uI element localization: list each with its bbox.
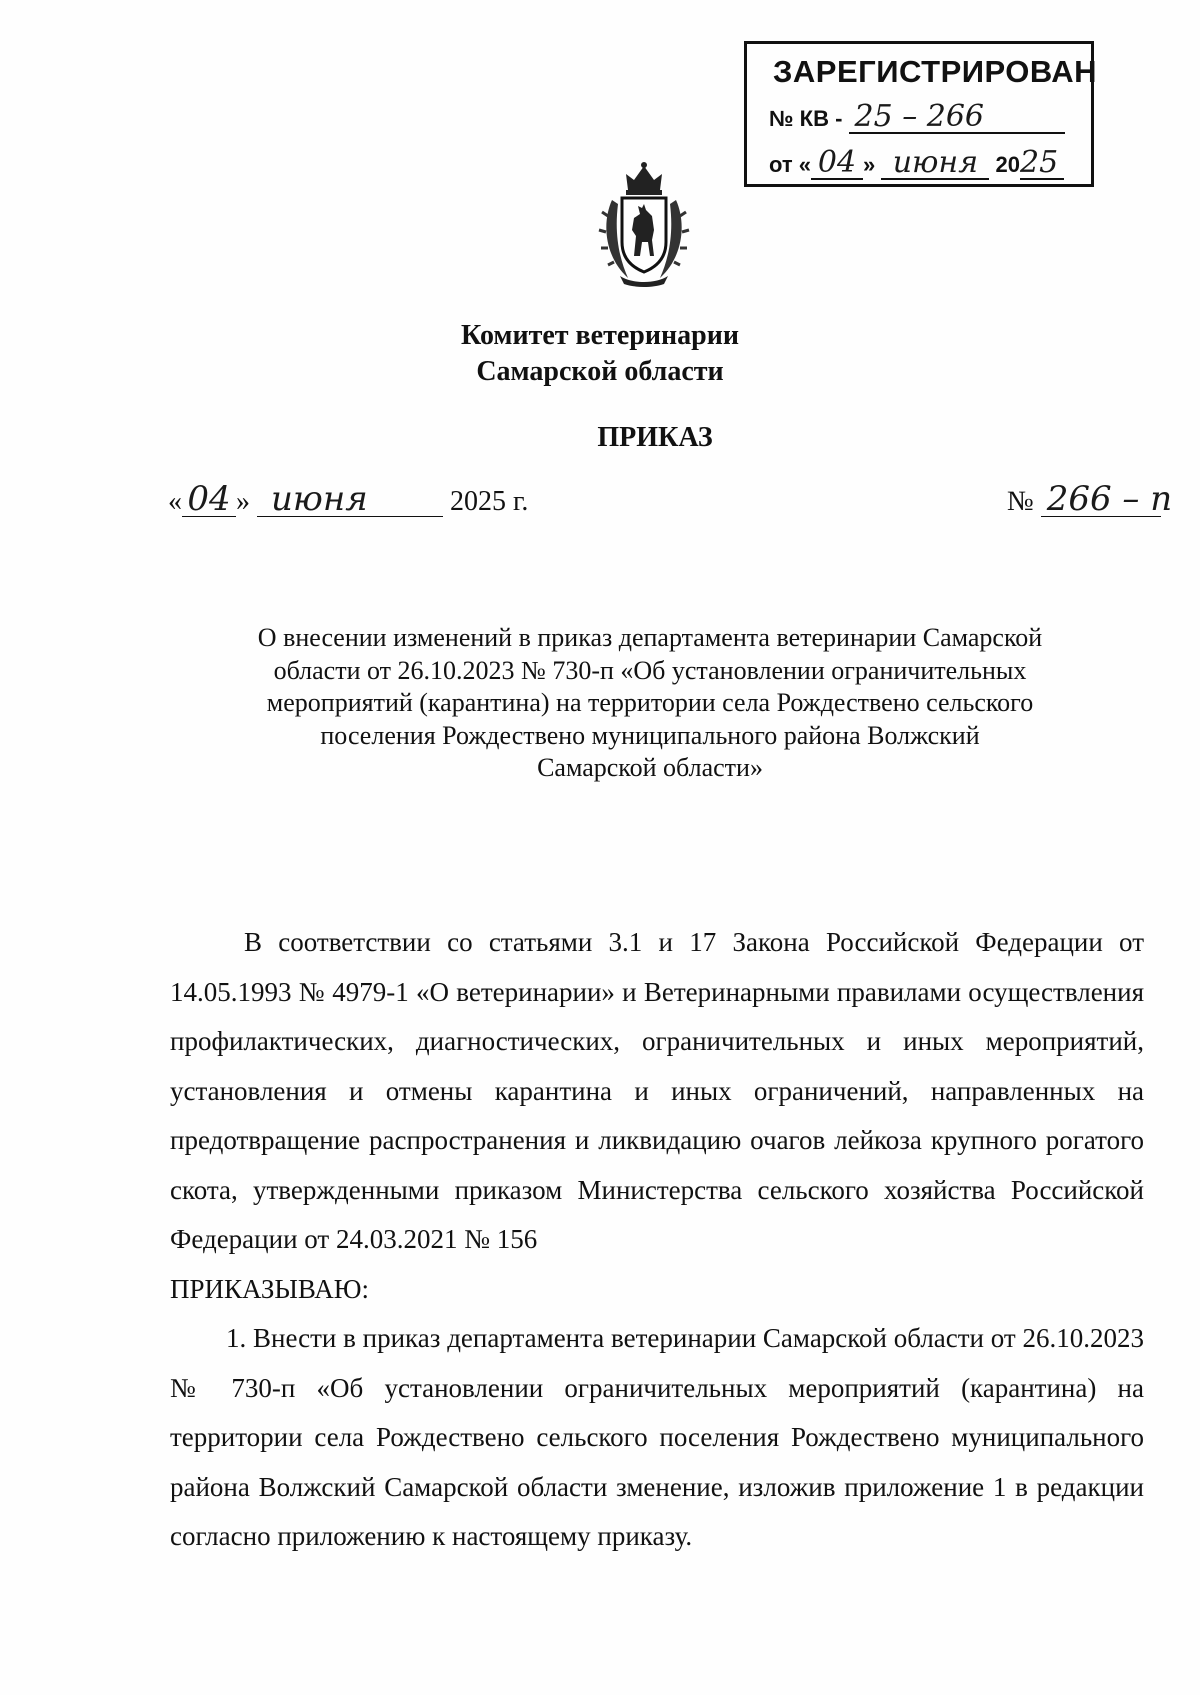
subject-line: области от 26.10.2023 № 730-п «Об установлении ограничительных xyxy=(273,655,1027,685)
subject-line: поселения Рождествено муниципального района Волжский xyxy=(320,720,980,750)
coat-of-arms-icon xyxy=(598,160,690,288)
date-day-handwritten: 04 xyxy=(182,482,236,517)
stamp-from-label: от « xyxy=(769,152,812,177)
order-body xyxy=(170,918,1144,1562)
order-number-handwritten: 266 – п xyxy=(1041,482,1161,517)
stamp-date-line xyxy=(769,145,1064,180)
body-item-1: 1. Внести в приказ департамента ветеринарии Самарской области от 26.10.2023 № 730-п «Об установлении ограничительных мероприятий (карантина) на территории села Рождествено сельского поселения Рождествено муниципального района Волжский Самарской области зменение, изложив приложение 1 в редакции согласно приложению к настоящему приказу. xyxy=(170,1323,1144,1551)
registration-stamp xyxy=(744,41,1098,187)
body-order-word: ПРИКАЗЫВАЮ: xyxy=(170,1273,369,1304)
stamp-number-handwritten: 25 – 266 xyxy=(849,102,1065,134)
date-close-quote: » xyxy=(236,486,250,517)
body-paragraph-preamble: В соответствии со статьями 3.1 и 17 Закона Российской Федерации от 14.05.1993 № 4979-1 «О ветеринарии» и Ветеринарными правилами осуществления профилактических, диагностических, ограничительных и иных мероприятий, установления и отмены карантина и иных ограничений, направленных на предотвращение распространения и ликвидацию очагов лейкоза крупного рогатого скота, утвержденными приказом Министерства сельского хозяйства Российской Федерации от 24.03.2021 № 156 xyxy=(170,927,1144,1254)
stamp-year-handwritten: 25 xyxy=(1020,148,1064,180)
stamp-day-handwritten: 04 xyxy=(811,148,863,180)
subject-line: О внесении изменений в приказ департамента ветеринарии Самарской xyxy=(257,623,1043,652)
organization-name xyxy=(0,318,1200,390)
stamp-number-line xyxy=(769,99,1065,134)
organization-name-line1: Комитет ветеринарии xyxy=(461,320,739,351)
stamp-year-prefix: 20 xyxy=(995,152,1020,177)
order-subject xyxy=(170,622,1130,785)
stamp-month-handwritten: июня xyxy=(881,148,989,180)
order-number-label: № xyxy=(1007,486,1034,517)
date-year: 2025 г. xyxy=(450,486,529,517)
document-type: ПРИКАЗ xyxy=(597,422,713,453)
subject-line: мероприятий (карантина) на территории села Рождествено сельского xyxy=(266,688,1034,717)
date-open-quote: « xyxy=(168,486,182,517)
stamp-quote-close: » xyxy=(863,152,876,177)
organization-name-line2: Самарской области xyxy=(476,356,724,387)
stamp-title: ЗАРЕГИСТРИРОВАН xyxy=(773,54,1098,89)
order-number xyxy=(1007,479,1173,519)
stamp-number-label: № КВ - xyxy=(769,106,843,131)
subject-line: Самарской области» xyxy=(537,753,763,782)
order-date xyxy=(168,479,529,519)
date-month-handwritten: июня xyxy=(257,482,443,517)
